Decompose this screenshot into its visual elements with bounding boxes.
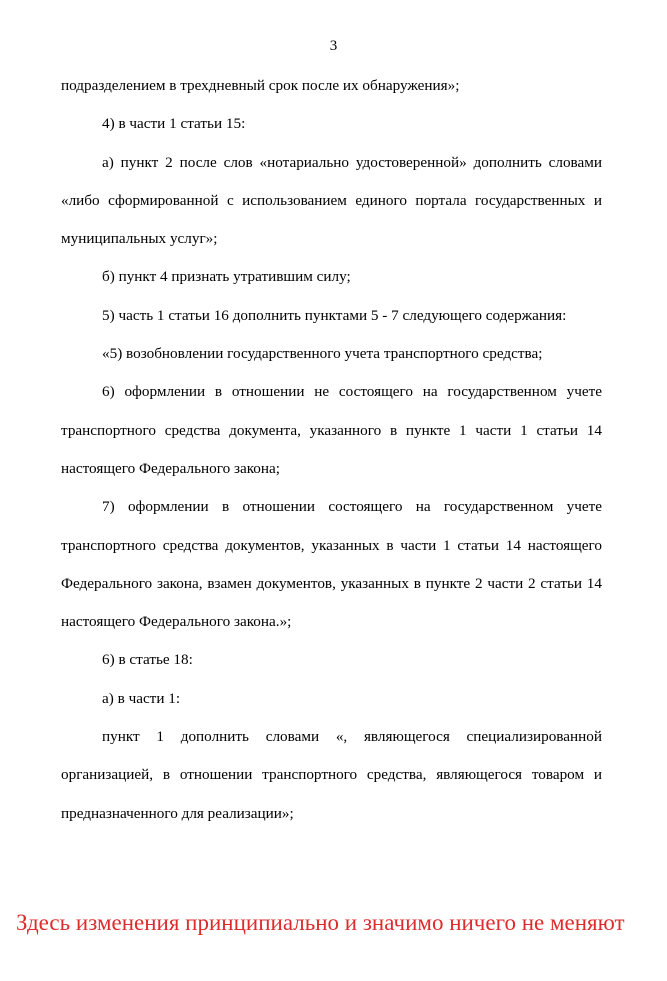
paragraph-continuation: подразделением в трехдневный срок после их обнаружения»; (61, 77, 460, 94)
paragraph-point-7-registered: 7) оформлении в отношении состоящего на государственном учете транспортного средства документов, указанных в части 1 статьи 14 настоящего Федерального закона, взамен документов, указанных в пункте 2 части 2 статьи 14 настоящего Федерального закона.»; (61, 498, 602, 631)
paragraph-subitem-b-repeal: б) пункт 4 признать утратившим силу; (102, 268, 351, 286)
paragraph-point-5-resumption: «5) возобновлении государственного учета транспортного средства; (102, 345, 543, 363)
paragraph-item-4: 4) в части 1 статьи 15: (102, 115, 246, 133)
document-body (61, 67, 602, 833)
paragraph-item-5: 5) часть 1 статьи 16 дополнить пунктами 5 - 7 следующего содержания: (102, 306, 567, 324)
review-annotation: Здесь изменения принципиально и значимо ничего не меняют (16, 910, 625, 935)
paragraph-subitem-a-part-1: а) в части 1: (102, 689, 181, 707)
page-number: 3 (329, 38, 338, 54)
paragraph-point-6-not-registered: 6) оформлении в отношении не состоящего на государственном учете транспортного средства документа, указанного в пункте 1 части 1 статьи 14 настоящего Федерального закона; (61, 383, 602, 477)
paragraph-point-1-supplement: пункт 1 дополнить словами «, являющегося специализированной организацией, в отношении транспортного средства, являющегося товаром и предназначенного для реализации»; (61, 728, 602, 822)
paragraph-subitem-a-notarial: а) пункт 2 после слов «нотариально удостоверенной» дополнить словами «либо сформированной с использованием единого портала государственных и муниципальных услуг»; (61, 153, 602, 248)
paragraph-item-6: 6) в статье 18: (102, 651, 193, 669)
